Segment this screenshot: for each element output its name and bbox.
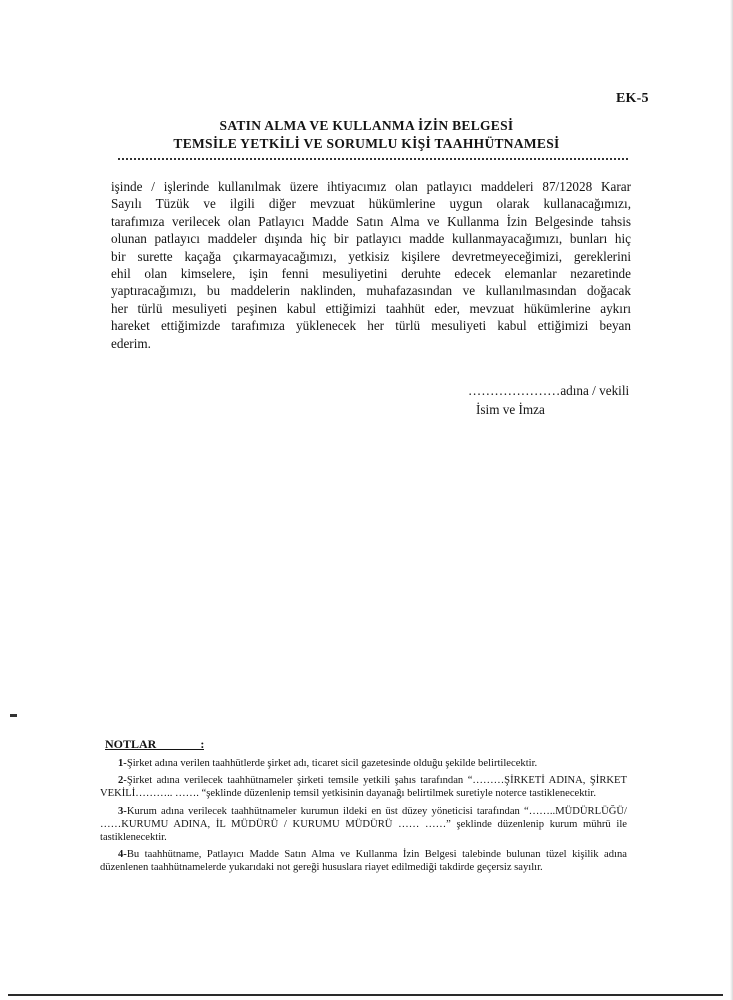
declaration-line: ederim. xyxy=(111,335,151,351)
document-code: EK-5 xyxy=(616,91,649,106)
note-text: Şirket adına verilen taahhütlerde şirket adı, ticaret sicil gazetesinde olduğu şekilde belirtilecektir. xyxy=(126,758,538,769)
declaration-line: ehil olan kimselere, işin fenni mesuliyetini deruhte edecek elemanlar nezaretinde xyxy=(111,266,631,282)
company-name-blank xyxy=(118,158,628,160)
note-number: 4- xyxy=(118,849,127,861)
note-item xyxy=(100,757,627,770)
notes-heading xyxy=(105,737,204,752)
note-number: 3- xyxy=(118,805,127,817)
document-title: SATIN ALMA VE KULLANMA İZİN BELGESİ xyxy=(219,118,514,133)
scan-mark xyxy=(10,714,17,717)
note-text: Kurum adına verilecek taahhütnameler kurumun ildeki en üst düzey yöneticisi tarafından “……..MÜDÜRLÜĞÜ/ ……KURUMU ADINA, İL MÜDÜRÜ / KURUMU MÜDÜRÜ …… ……” şeklinde düzenlenip kurum mührü ile tastiklenecektir. xyxy=(100,805,627,844)
declaration-line: her türlü mesuliyeti peşinen kabul ettiğimizi taahhüt eder, mevzuat hükümlerine aykırı xyxy=(111,300,631,316)
note-text: Şirket adına verilecek taahhütnameler şirketi temsile yetkili şahıs tarafından “………ŞİRKETİ ADINA, ŞİRKET VEKİLİ……….. ……. “şeklinde düzenlenip temsil yetkisinin dayanağı belirtilmek suretiyle noterce tastiklenecektir. xyxy=(100,775,627,800)
declaration-line: bir surette kaçağa çıkarmayacağımızı, yetkisiz kişilere devretmeyeceğimizi, gereklerini xyxy=(111,248,631,264)
signature-label: İsim ve İmza xyxy=(476,402,545,417)
declaration-text xyxy=(111,178,631,352)
declaration-line: işinde / işlerinde kullanılmak üzere ihtiyacımız olan patlayıcı maddeleri 87/12028 Karar xyxy=(111,179,631,194)
declaration-line: yaptıracağımızı, bu maddelerin naklinden, muhafazasından ve kullanılmasından doğacak xyxy=(111,283,631,299)
declaration-line: tarafımıza verilecek olan Patlayıcı Madde Satın Alma ve Kullanma İzin Belgesinde tahsis xyxy=(111,213,631,229)
declaration-line: hareket ettiğimizde tarafımıza yüklenecek her türlü mesuliyeti kabul ettiğimizi beyan xyxy=(111,318,631,334)
note-item xyxy=(100,774,627,800)
note-item xyxy=(100,805,627,845)
document-subtitle: TEMSİLE YETKİLİ VE SORUMLU KİŞİ TAAHHÜTNAMESİ xyxy=(173,136,560,151)
notes-heading-label: NOTLAR xyxy=(105,737,157,751)
declaration-line: olunan patlayıcı maddeler dışında hiç bir patlayıcı madde kullanmayacağımızı, bunları hiç xyxy=(111,231,631,247)
bottom-rule xyxy=(8,994,723,996)
note-number: 1- xyxy=(118,758,127,769)
notes-list xyxy=(100,757,627,879)
notes-heading-colon: : xyxy=(156,737,204,750)
note-item xyxy=(100,848,627,874)
note-text: Bu taahhütname, Patlayıcı Madde Satın Alma ve Kullanma İzin Belgesi talebinde bulunan tüzel kişilik adına düzenlenen taahhütnamelerde yukarıdaki not gereği hususlara riayet edilmediği takdirde geçersiz sayılır. xyxy=(100,849,627,874)
declaration-line: Sayılı Tüzük ve ilgili diğer mevzuat hükümlerine uygun olarak kullanacağımızı, xyxy=(111,196,631,212)
note-number: 2- xyxy=(118,775,127,787)
signature-line: …………………adına / vekili xyxy=(468,383,630,398)
